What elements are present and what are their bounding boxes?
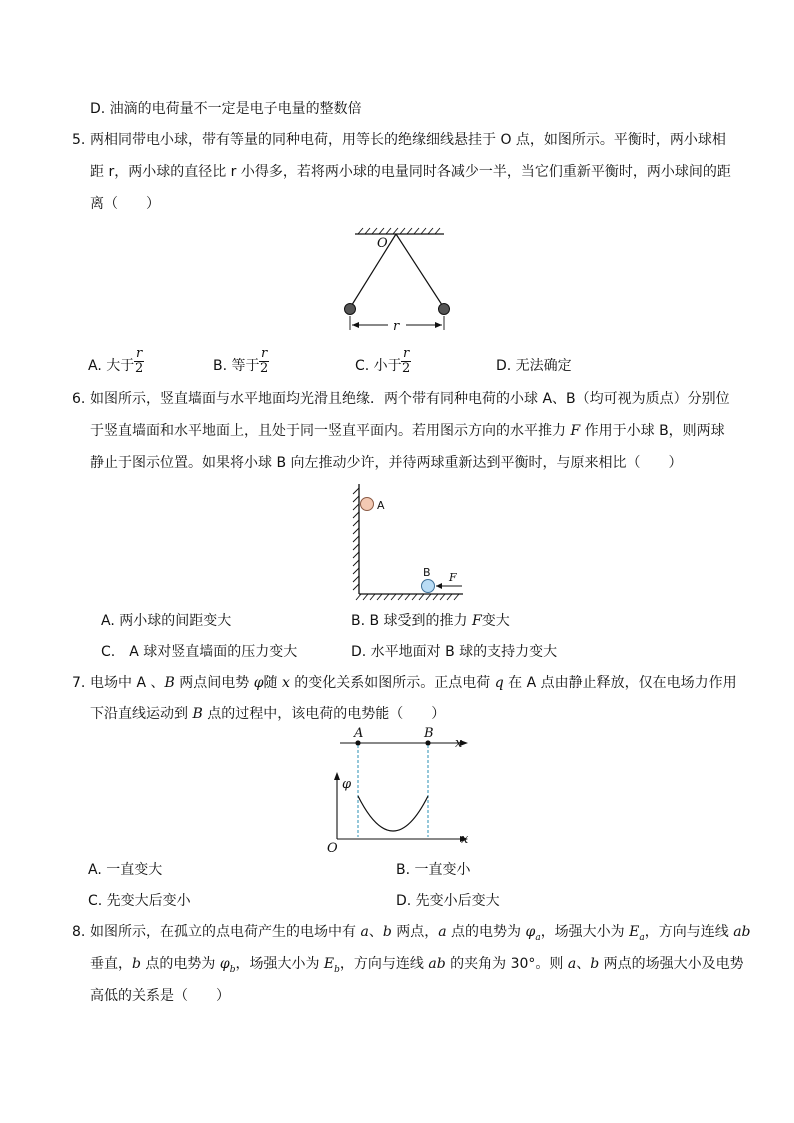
q5-option-a-prefix: A. 大于: [88, 358, 135, 374]
q5-line-1: 两相同带电小球，带有等量的同种电荷，用等长的绝缘细线悬挂于 O 点，如图所示。平衡时，两小球相: [90, 132, 726, 148]
ceiling-hatch: [358, 228, 440, 234]
q5-option-b-prefix: B. 等于: [213, 358, 260, 374]
q6-line-1: 如图所示，竖直墙面与水平地面均光滑且绝缘．两个带有同种电荷的小球 A、B（均可视为质点）分别位: [90, 391, 730, 407]
label-a: A: [377, 499, 385, 512]
point-a: [355, 740, 360, 745]
label-x: x: [461, 832, 469, 847]
label-o: O: [327, 841, 338, 856]
q5-number: 5.: [72, 132, 86, 148]
right-string: [396, 234, 444, 308]
left-ball: [345, 304, 356, 315]
q6-option-c: C. A 球对竖直墙面的压力变大: [101, 644, 298, 660]
q8-number: 8.: [72, 924, 86, 940]
label-b: B: [423, 566, 431, 579]
q8-line-2: 垂直，b 点的电势为 $\varphi_b$，场强大小为 $E_b$，方向与连线 ab 的夹角为 30°。则 a、b 两点的场强大小及电势: [90, 956, 744, 975]
q5-option-d: D. 无法确定: [496, 358, 572, 374]
left-string: [350, 234, 396, 308]
q6-line-2: 于竖直墙面和水平地面上，且处于同一竖直平面内。若用图示方向的水平推力 F 作用于小球 B，则两球: [90, 423, 725, 439]
q5-option-a-fraction: $\frac{r}{2}$: [134, 346, 144, 376]
ball-b: [422, 580, 435, 593]
q8-line-1: 如图所示，在孤立的点电荷产生的电场中有 a、b 两点，a 点的电势为 $\varphi_a$，场强大小为 $E_a$，方向与连线 ab: [90, 924, 751, 943]
q5-line-3: 离（ ）: [90, 196, 160, 212]
q6-line-3: 静止于图示位置。如果将小球 B 向左推动少许，并待两球重新达到平衡时，与原来相比（ ）: [90, 455, 683, 471]
q6-option-a: A. 两小球的间距变大: [101, 613, 232, 629]
q5-option-c-fraction: $\frac{r}{2}$: [401, 346, 411, 376]
q7-option-d: D. 先变小后变大: [396, 893, 500, 909]
wall-hatch: [353, 488, 359, 590]
floor-hatch: [356, 594, 459, 600]
ball-a: [361, 498, 374, 511]
q7-option-b: B. 一直变小: [396, 862, 471, 878]
label-a: A: [354, 726, 364, 741]
q4-option-d: D. 油滴的电荷量不一定是电子电量的整数倍: [90, 101, 362, 117]
q7-option-c: C. 先变大后变小: [88, 893, 191, 909]
q5-option-b-fraction: $\frac{r}{2}$: [259, 346, 269, 376]
point-o-label: O: [377, 236, 388, 251]
label-b: B: [424, 726, 434, 741]
q6-option-d: D. 水平地面对 B 球的支持力变大: [351, 644, 558, 660]
q7-line-2: 下沿直线运动到 B 点的过程中，该电荷的电势能（ ）: [90, 706, 446, 722]
q8-line-3: 高低的关系是（ ）: [90, 988, 230, 1004]
q7-number: 7.: [72, 675, 86, 691]
point-b: [425, 740, 430, 745]
q6-option-b: B. B 球受到的推力 F变大: [351, 613, 510, 629]
q5-pendulum-figure: [340, 222, 460, 337]
q5-line-2: 距 r，两小球的直径比 r 小得多，若将两小球的电量同时各减少一半，当它们重新平衡时，两小球间的距: [90, 164, 731, 180]
q6-number: 6.: [72, 391, 86, 407]
q7-potential-graph: [322, 726, 472, 854]
q7-option-a: A. 一直变大: [88, 862, 163, 878]
label-f: F: [449, 571, 457, 584]
q6-wall-figure: [345, 482, 470, 604]
q5-option-c-prefix: C. 小于: [355, 358, 402, 374]
distance-label: r: [393, 319, 400, 334]
q7-line-1: 电场中 A 、B 两点间电势 φ随 x 的变化关系如图所示。正点电荷 q 在 A 点由静止释放，仅在电场力作用: [90, 675, 737, 691]
right-ball: [439, 304, 450, 315]
label-x-top: x: [455, 736, 463, 751]
potential-curve: [358, 796, 428, 831]
label-phi: φ: [342, 777, 352, 792]
